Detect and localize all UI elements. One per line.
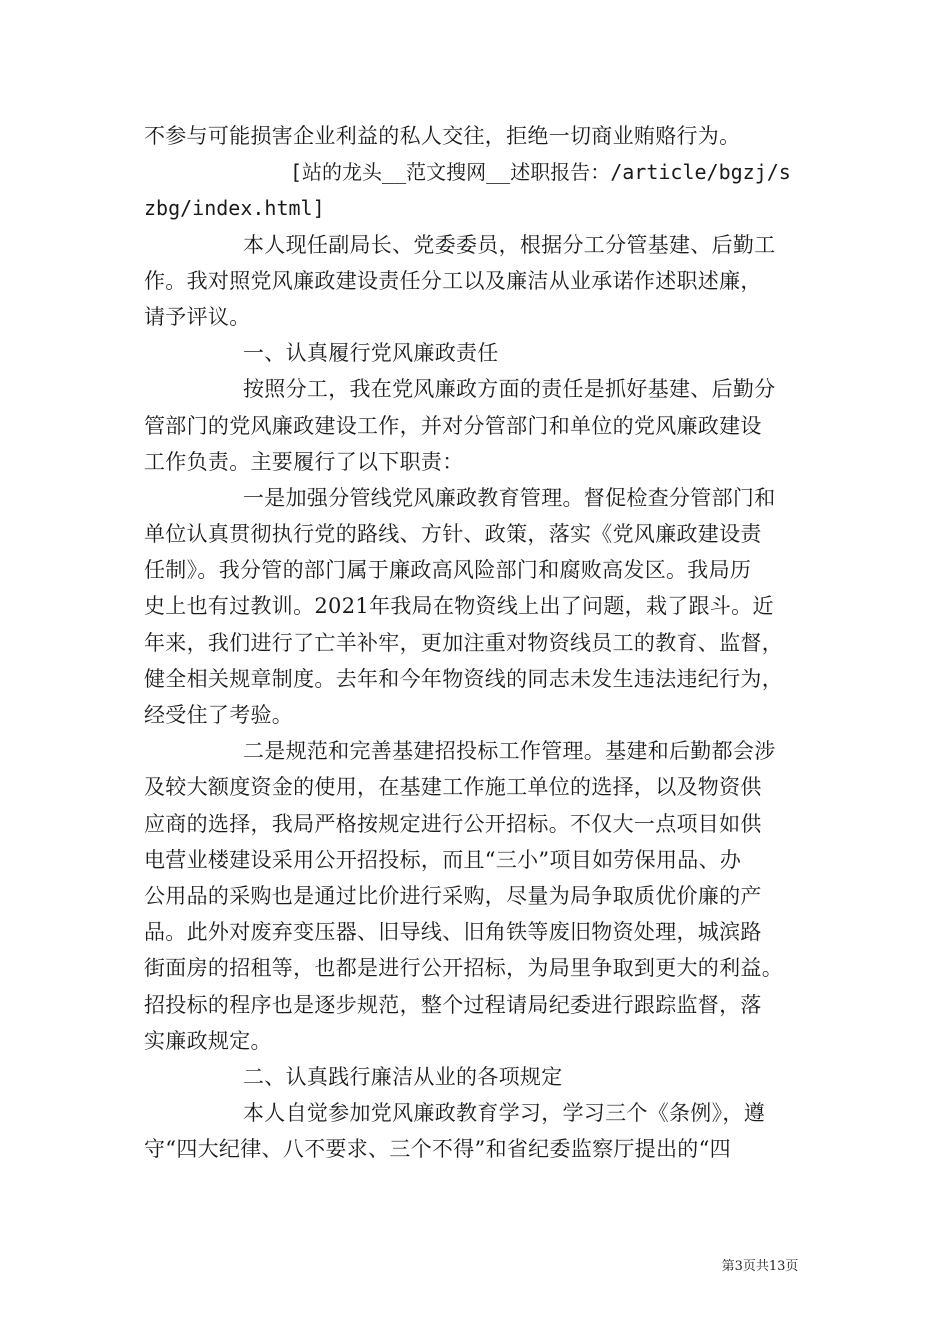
reference-link-line: [站的龙头__范文搜网__述职报告：/article/bgzj/s: [290, 160, 791, 185]
text-line: 守“四大纪律、八不要求、三个不得”和省纪委监察厅提出的“四: [144, 1137, 731, 1162]
text-line: 实廉政规定。: [144, 1028, 272, 1053]
page-footer: [0, 1255, 950, 1274]
text-line: 经受住了考验。: [144, 703, 294, 727]
text-line: 电营业楼建设采用公开招投标，而且“三小”项目如劳保用品、办: [144, 847, 742, 872]
paragraph-first-line: 本人自觉参加党风廉政教育学习，学习三个《条例》，遵: [243, 1101, 765, 1126]
section-heading: 二、认真践行廉洁从业的各项规定: [243, 1064, 563, 1089]
text-line: 任制》。我分管的部门属于廉政高风险部门和腐败高发区。我局历: [144, 558, 752, 583]
text-line: 健全相关规章制度。去年和今年物资线的同志未发生违法违纪行为，: [144, 666, 783, 691]
text-line: 品。此外对废弃变压器、旧导线、旧角铁等废旧物资处理，城滨路: [144, 920, 762, 945]
paragraph-first-line: 一是加强分管线党风廉政教育管理。督促检查分管部门和: [243, 485, 776, 510]
section-heading: 一、认真履行党风廉政责任: [243, 341, 499, 366]
text-line: 及较大额度资金的使用，在基建工作施工单位的选择，以及物资供: [144, 775, 762, 800]
reference-link-line: zbg/index.html]: [144, 196, 325, 221]
text-line: 招投标的程序也是逐步规范，整个过程请局纪委进行跟踪监督，落: [144, 992, 762, 1017]
text-line: 不参与可能损害企业利益的私人交往，拒绝一切商业贿赂行为。: [144, 124, 741, 148]
text-line: 请予评议。: [144, 304, 251, 329]
document-body: [144, 118, 812, 1167]
text-line: 应商的选择，我局严格按规定进行公开招标。不仅大一点项目如供: [144, 811, 762, 836]
text-line: 工作负责。主要履行了以下职责：: [144, 449, 464, 474]
text-line: 史上也有过教训。2021年我局在物资线上出了问题，栽了跟斗。近: [144, 594, 774, 619]
paragraph-first-line: 二是规范和完善基建招投标工作管理。基建和后勤都会涉: [243, 739, 776, 764]
page-number: 第3页共13页: [721, 1259, 799, 1274]
text-line: 公用品的采购也是通过比价进行采购，尽量为局争取质优价廉的产: [144, 883, 762, 908]
text-line: 单位认真贯彻执行党的路线、方针、政策，落实《党风廉政建设责: [144, 522, 762, 547]
text-line: 作。我对照党风廉政建设责任分工以及廉洁从业承诺作述职述廉，: [144, 268, 762, 293]
paragraph-first-line: 按照分工，我在党风廉政方面的责任是抓好基建、后勤分: [243, 377, 776, 402]
text-line: 管部门的党风廉政建设工作，并对分管部门和单位的党风廉政建设: [144, 413, 762, 438]
paragraph-first-line: 本人现任副局长、党委委员，根据分工分管基建、后勤工: [243, 232, 776, 257]
text-line: 街面房的招租等，也都是进行公开招标，为局里争取到更大的利益。: [144, 956, 783, 981]
text-line: 年来，我们进行了亡羊补牢，更加注重对物资线员工的教育、监督，: [144, 630, 783, 655]
